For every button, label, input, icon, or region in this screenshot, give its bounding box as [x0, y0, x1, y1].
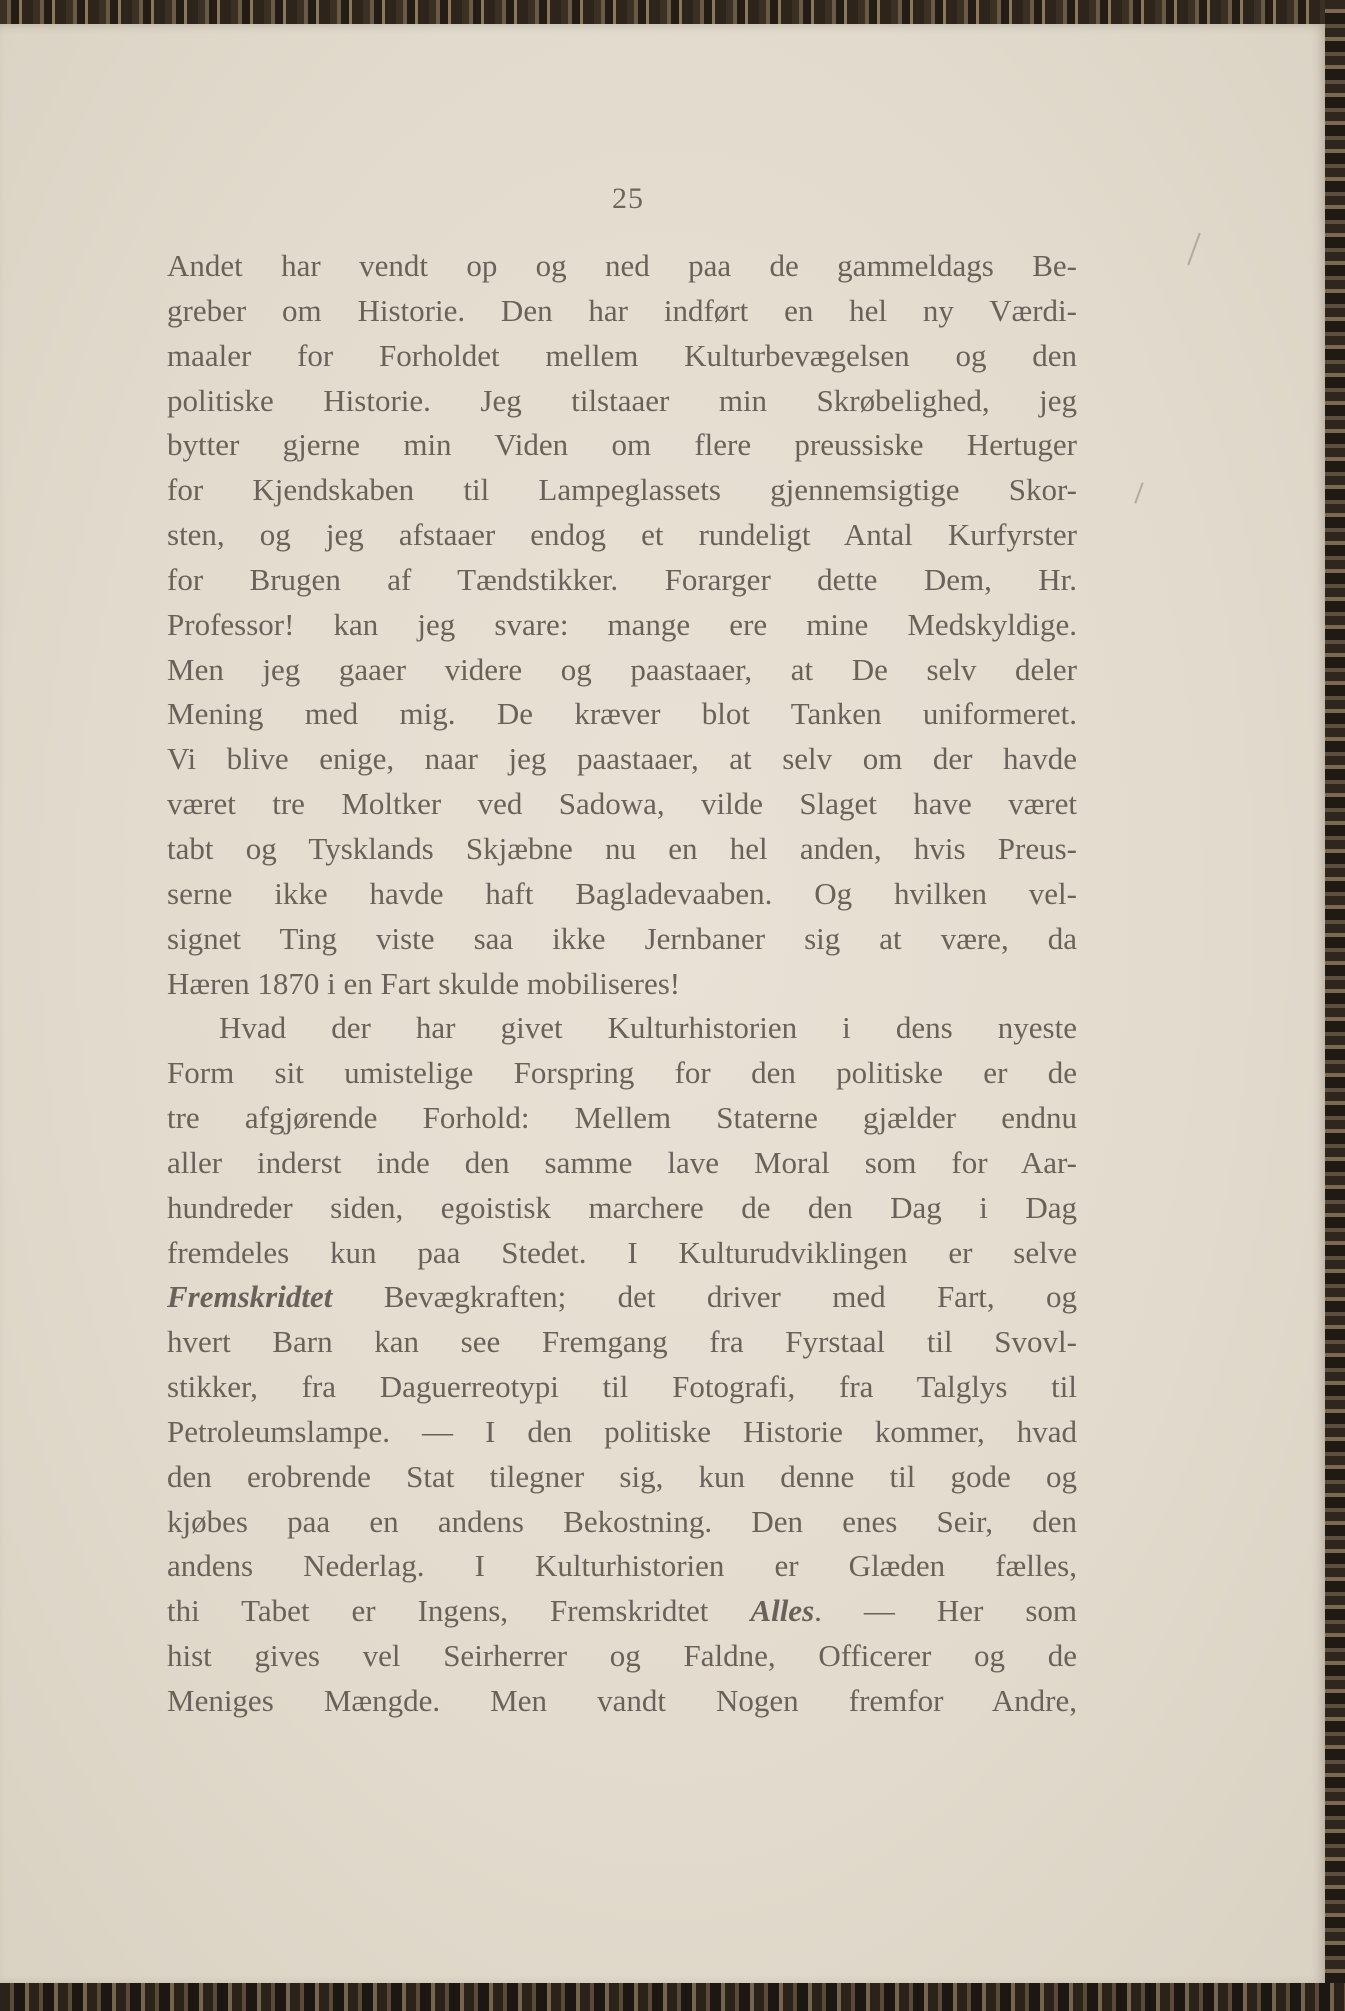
text-line: fremdeles kun paa Stedet. I Kulturudviklingen er selve — [167, 1234, 1077, 1270]
text-line: hundreder siden, egoistisk marchere de den Dag i Dag — [167, 1189, 1077, 1225]
binding-edge-right — [1325, 0, 1345, 2011]
text-line: Andet har vendt op og ned paa de gammeldags Be- — [167, 248, 1077, 283]
text-line: aller inderst inde den samme lave Moral som for Aar- — [167, 1144, 1077, 1180]
text-line: kjøbes paa en andens Bekostning. Den enes Seir, den — [167, 1503, 1077, 1539]
text-line: Petroleumslampe. — I den politiske Historie kommer, hvad — [167, 1413, 1077, 1449]
binding-edge-bottom — [0, 1983, 1345, 2011]
text-line: thi Tabet er Ingens, Fremskridtet Alles. — Her som — [167, 1593, 1077, 1629]
text-line: hvert Barn kan see Fremgang fra Fyrstaal til Svovl- — [167, 1324, 1077, 1360]
text-line: tabt og Tysklands Skjæbne nu en hel anden, hvis Preus- — [167, 830, 1077, 866]
text-line: Fremskridtet Bevægkraften; det driver med Fart, og — [167, 1279, 1077, 1315]
text-line: serne ikke havde haft Bagladevaaben. Og hvilken vel- — [167, 875, 1077, 911]
text-line: Vi blive enige, naar jeg paastaaer, at selv om der havde — [167, 741, 1077, 777]
paragraph-end-line: Hæren 1870 i en Fart skulde mobiliseres! — [167, 965, 681, 1001]
text-line: for Brugen af Tændstikker. Forarger dette Dem, Hr. — [167, 561, 1077, 597]
text-line: hist gives vel Seirherrer og Faldne, Officerer og de — [167, 1638, 1077, 1674]
pencil-mark — [1134, 482, 1143, 503]
paper-page — [0, 24, 1328, 1986]
text-line: Men jeg gaaer videre og paastaaer, at De selv deler — [167, 651, 1077, 687]
text-line: den erobrende Stat tilegner sig, kun denne til gode og — [167, 1458, 1077, 1494]
text-line: tre afgjørende Forhold: Mellem Staterne gjælder endnu — [167, 1100, 1077, 1136]
text-line: bytter gjerne min Viden om flere preussiske Hertuger — [167, 427, 1077, 463]
pencil-mark — [1187, 233, 1201, 266]
paragraph-start-line: Hvad der har givet Kulturhistorien i dens nyeste — [219, 1010, 1077, 1046]
text-line: greber om Historie. Den har indført en hel ny Værdi- — [167, 292, 1077, 328]
text-line: for Kjendskaben til Lampeglassets gjennemsigtige Skor- — [167, 472, 1077, 508]
text-line: Form sit umistelige Forspring for den politiske er de — [167, 1055, 1077, 1091]
text-line: Professor! kan jeg svare: mange ere mine Medskyldige. — [167, 606, 1077, 642]
text-line: Meniges Mængde. Men vandt Nogen fremfor Andre, — [167, 1683, 1077, 1718]
text-line: andens Nederlag. I Kulturhistorien er Glæden fælles, — [167, 1548, 1077, 1584]
text-line: signet Ting viste saa ikke Jernbaner sig at være, da — [167, 920, 1077, 956]
emphasis-word: Alles — [750, 1593, 815, 1629]
emphasis-word: Fremskridtet — [167, 1279, 333, 1315]
body-text — [167, 244, 1077, 1724]
text-line: været tre Moltker ved Sadowa, vilde Slaget have været — [167, 786, 1077, 822]
text-line: Mening med mig. De kræver blot Tanken uniformeret. — [167, 696, 1077, 732]
text-line: stikker, fra Daguerreotypi til Fotografi, fra Talglys til — [167, 1369, 1077, 1405]
page-number: 25 — [612, 182, 644, 215]
text-line: sten, og jeg afstaaer endog et rundeligt Antal Kurfyrster — [167, 517, 1077, 553]
text-line: politiske Historie. Jeg tilstaaer min Skrøbelighed, jeg — [167, 382, 1077, 418]
text-line: maaler for Forholdet mellem Kulturbevægelsen og den — [167, 337, 1077, 373]
